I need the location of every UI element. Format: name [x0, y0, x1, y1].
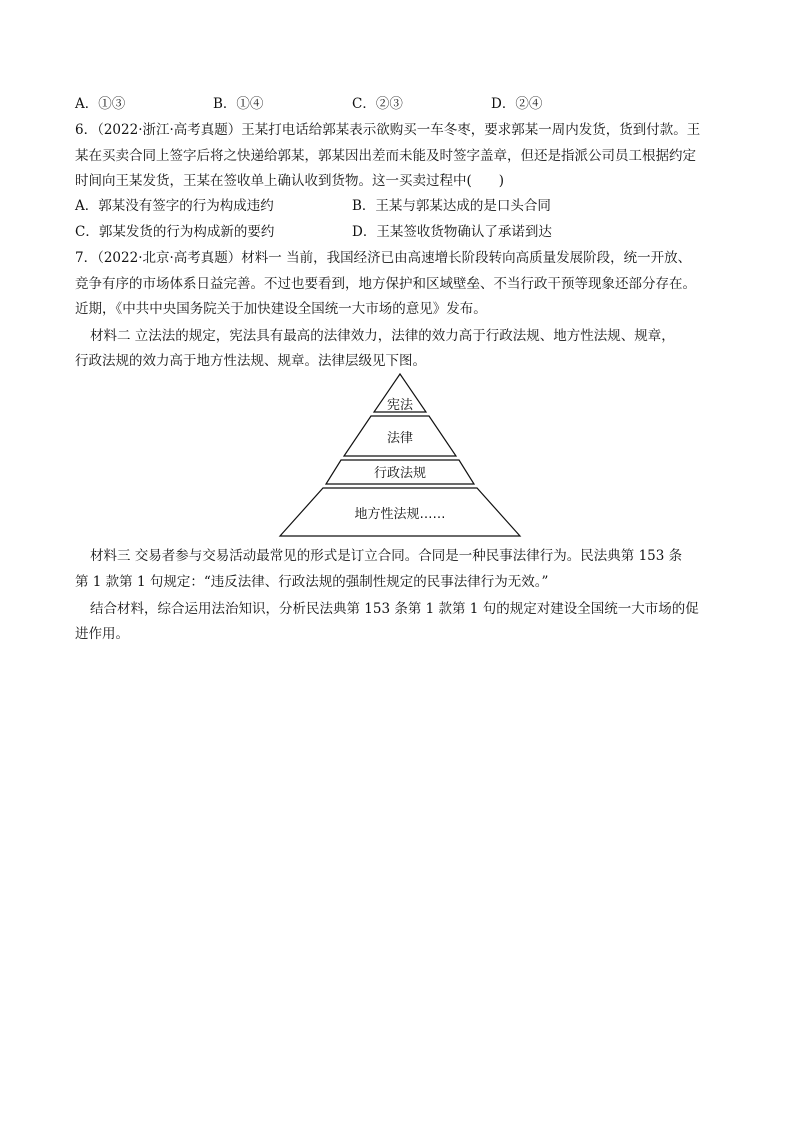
q7-material-2-line-2: 行政法规的效力高于地方性法规、规章。法律层级见下图。 — [75, 353, 426, 369]
q7-task-line-1: 结合材料，综合运用法治知识，分析民法典第 153 条第 1 款第 1 句的规定对建设全国统一大市场的促 — [90, 601, 699, 617]
q7-task-line-2: 进作用。 — [75, 626, 129, 642]
q7-material-1-line-1: 7．（2022·北京·高考真题）材料一 当前，我国经济已由高速增长阶段转向高质量发展阶段，统一开放、 — [75, 250, 692, 266]
law-hierarchy-pyramid — [278, 372, 522, 538]
q6-stem-line-2: 某在买卖合同上签字后将之快递给郭某，郭某因出差而未能及时签字盖章，但还是指派公司员工根据约定 — [75, 148, 696, 164]
q6-option-c: C．郭某发货的行为构成新的要约 — [75, 224, 275, 240]
q7-material-2-line-1: 材料二 立法法的规定，宪法具有最高的法律效力，法律的效力高于行政法规、地方性法规、规章， — [90, 328, 675, 344]
q6-stem-line-1: 6．（2022·浙江·高考真题）王某打电话给郭某表示欲购买一车冬枣，要求郭某一周内发货，货到付款。王 — [75, 122, 701, 138]
q7-material-1-line-2: 竞争有序的市场体系日益完善。不过也要看到，地方保护和区域壁垒、不当行政干预等现象还部分存在。 — [75, 276, 696, 292]
q5-option-b: B．①④ — [213, 96, 264, 112]
pyramid-level-2-label: 法律 — [386, 431, 414, 446]
q5-option-d: D．②④ — [491, 96, 543, 112]
q6-option-a: A．郭某没有签字的行为构成违约 — [75, 198, 274, 214]
pyramid-level-4-label: 地方性法规…… — [354, 507, 446, 522]
q7-material-3-line-1: 材料三 交易者参与交易活动最常见的形式是订立合同。合同是一种民事法律行为。民法典第 153 条 — [90, 548, 683, 564]
q6-stem-line-3: 时间向王某发货，王某在签收单上确认收到货物。这一买卖过程中( ) — [75, 173, 505, 189]
q7-material-3-line-2: 第 1 款第 1 句规定：“违反法律、行政法规的强制性规定的民事法律行为无效。” — [75, 574, 549, 590]
pyramid-level-3-label: 行政法规 — [373, 466, 427, 481]
q7-material-1-line-3: 近期，《中共中央国务院关于加快建设全国统一大市场的意见》发布。 — [75, 301, 487, 317]
q6-option-b: B．王某与郭某达成的是口头合同 — [352, 198, 551, 214]
q5-option-a: A．①③ — [75, 96, 126, 112]
pyramid-level-1-label: 宪法 — [386, 398, 414, 413]
q5-option-c: C．②③ — [352, 96, 403, 112]
q6-option-d: D．王某签收货物确认了承诺到达 — [352, 224, 552, 240]
